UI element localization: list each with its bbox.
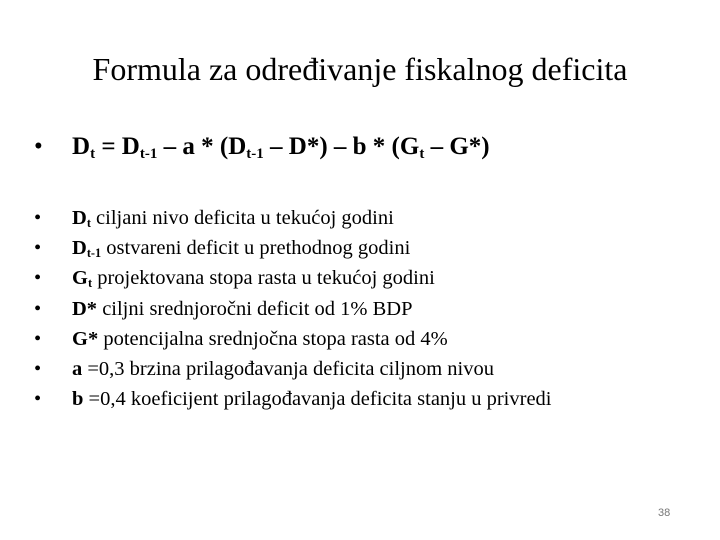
bullet-icon: • <box>34 237 42 260</box>
slide-title: Formula za određivanje fiskalnog deficita <box>92 51 628 87</box>
bullet-icon: • <box>34 357 42 380</box>
definition-symbol: G <box>72 267 88 290</box>
formula-bullet <box>34 130 490 164</box>
definition-symbol: D <box>72 237 87 260</box>
definition-item <box>34 203 552 233</box>
formula-subscript: t-1 <box>139 145 158 162</box>
definition-symbol: b <box>72 388 84 411</box>
definition-text: potencijalna srednjočna stopa rasta od 4% <box>98 327 448 350</box>
formula-part: – a * (D <box>157 133 247 160</box>
bullet-icon: • <box>34 133 43 160</box>
definition-text: =0,4 koeficijent prilagođavanja deficita stanju u privredi <box>83 388 552 411</box>
bullet-icon: • <box>34 297 42 320</box>
definition-item <box>34 384 552 414</box>
formula-part: = D <box>95 133 140 160</box>
definition-text: =0,3 brzina prilagođavanja deficita ciljnom nivou <box>82 357 495 380</box>
definition-symbol: D <box>72 207 87 229</box>
definition-symbol: D* <box>72 297 98 320</box>
formula-subscript: t-1 <box>246 145 264 162</box>
formula-subscript: t <box>90 145 96 162</box>
formula-part: D <box>72 133 91 160</box>
bullet-icon: • <box>34 267 42 290</box>
definition-item <box>34 354 552 384</box>
page-number: 38 <box>658 507 671 519</box>
definition-symbol-subscript: t <box>86 216 91 231</box>
definition-symbol: G* <box>72 327 99 350</box>
definition-item <box>34 233 552 263</box>
definition-item <box>34 324 552 354</box>
definition-text: ciljni srednjoročni deficit od 1% BDP <box>97 297 413 320</box>
formula-part: – G*) <box>424 133 490 160</box>
definition-text: ciljani nivo deficita u tekućoj godini <box>90 207 394 229</box>
definition-symbol-subscript: t-1 <box>86 246 102 261</box>
definition-item <box>34 294 552 324</box>
bullet-icon: • <box>34 327 42 350</box>
definition-symbol: a <box>72 357 83 380</box>
bullet-icon: • <box>34 388 42 411</box>
formula-part: – D*) – b * (G <box>263 133 420 160</box>
definition-symbol-subscript: t <box>87 276 93 291</box>
definition-text: ostvareni deficit u prethodnog godini <box>101 237 411 260</box>
definition-list <box>34 203 552 414</box>
formula-subscript: t <box>419 145 425 162</box>
definition-text: projektovana stopa rasta u tekućoj godini <box>92 267 435 290</box>
bullet-icon: • <box>34 207 42 229</box>
definition-item <box>34 263 552 293</box>
